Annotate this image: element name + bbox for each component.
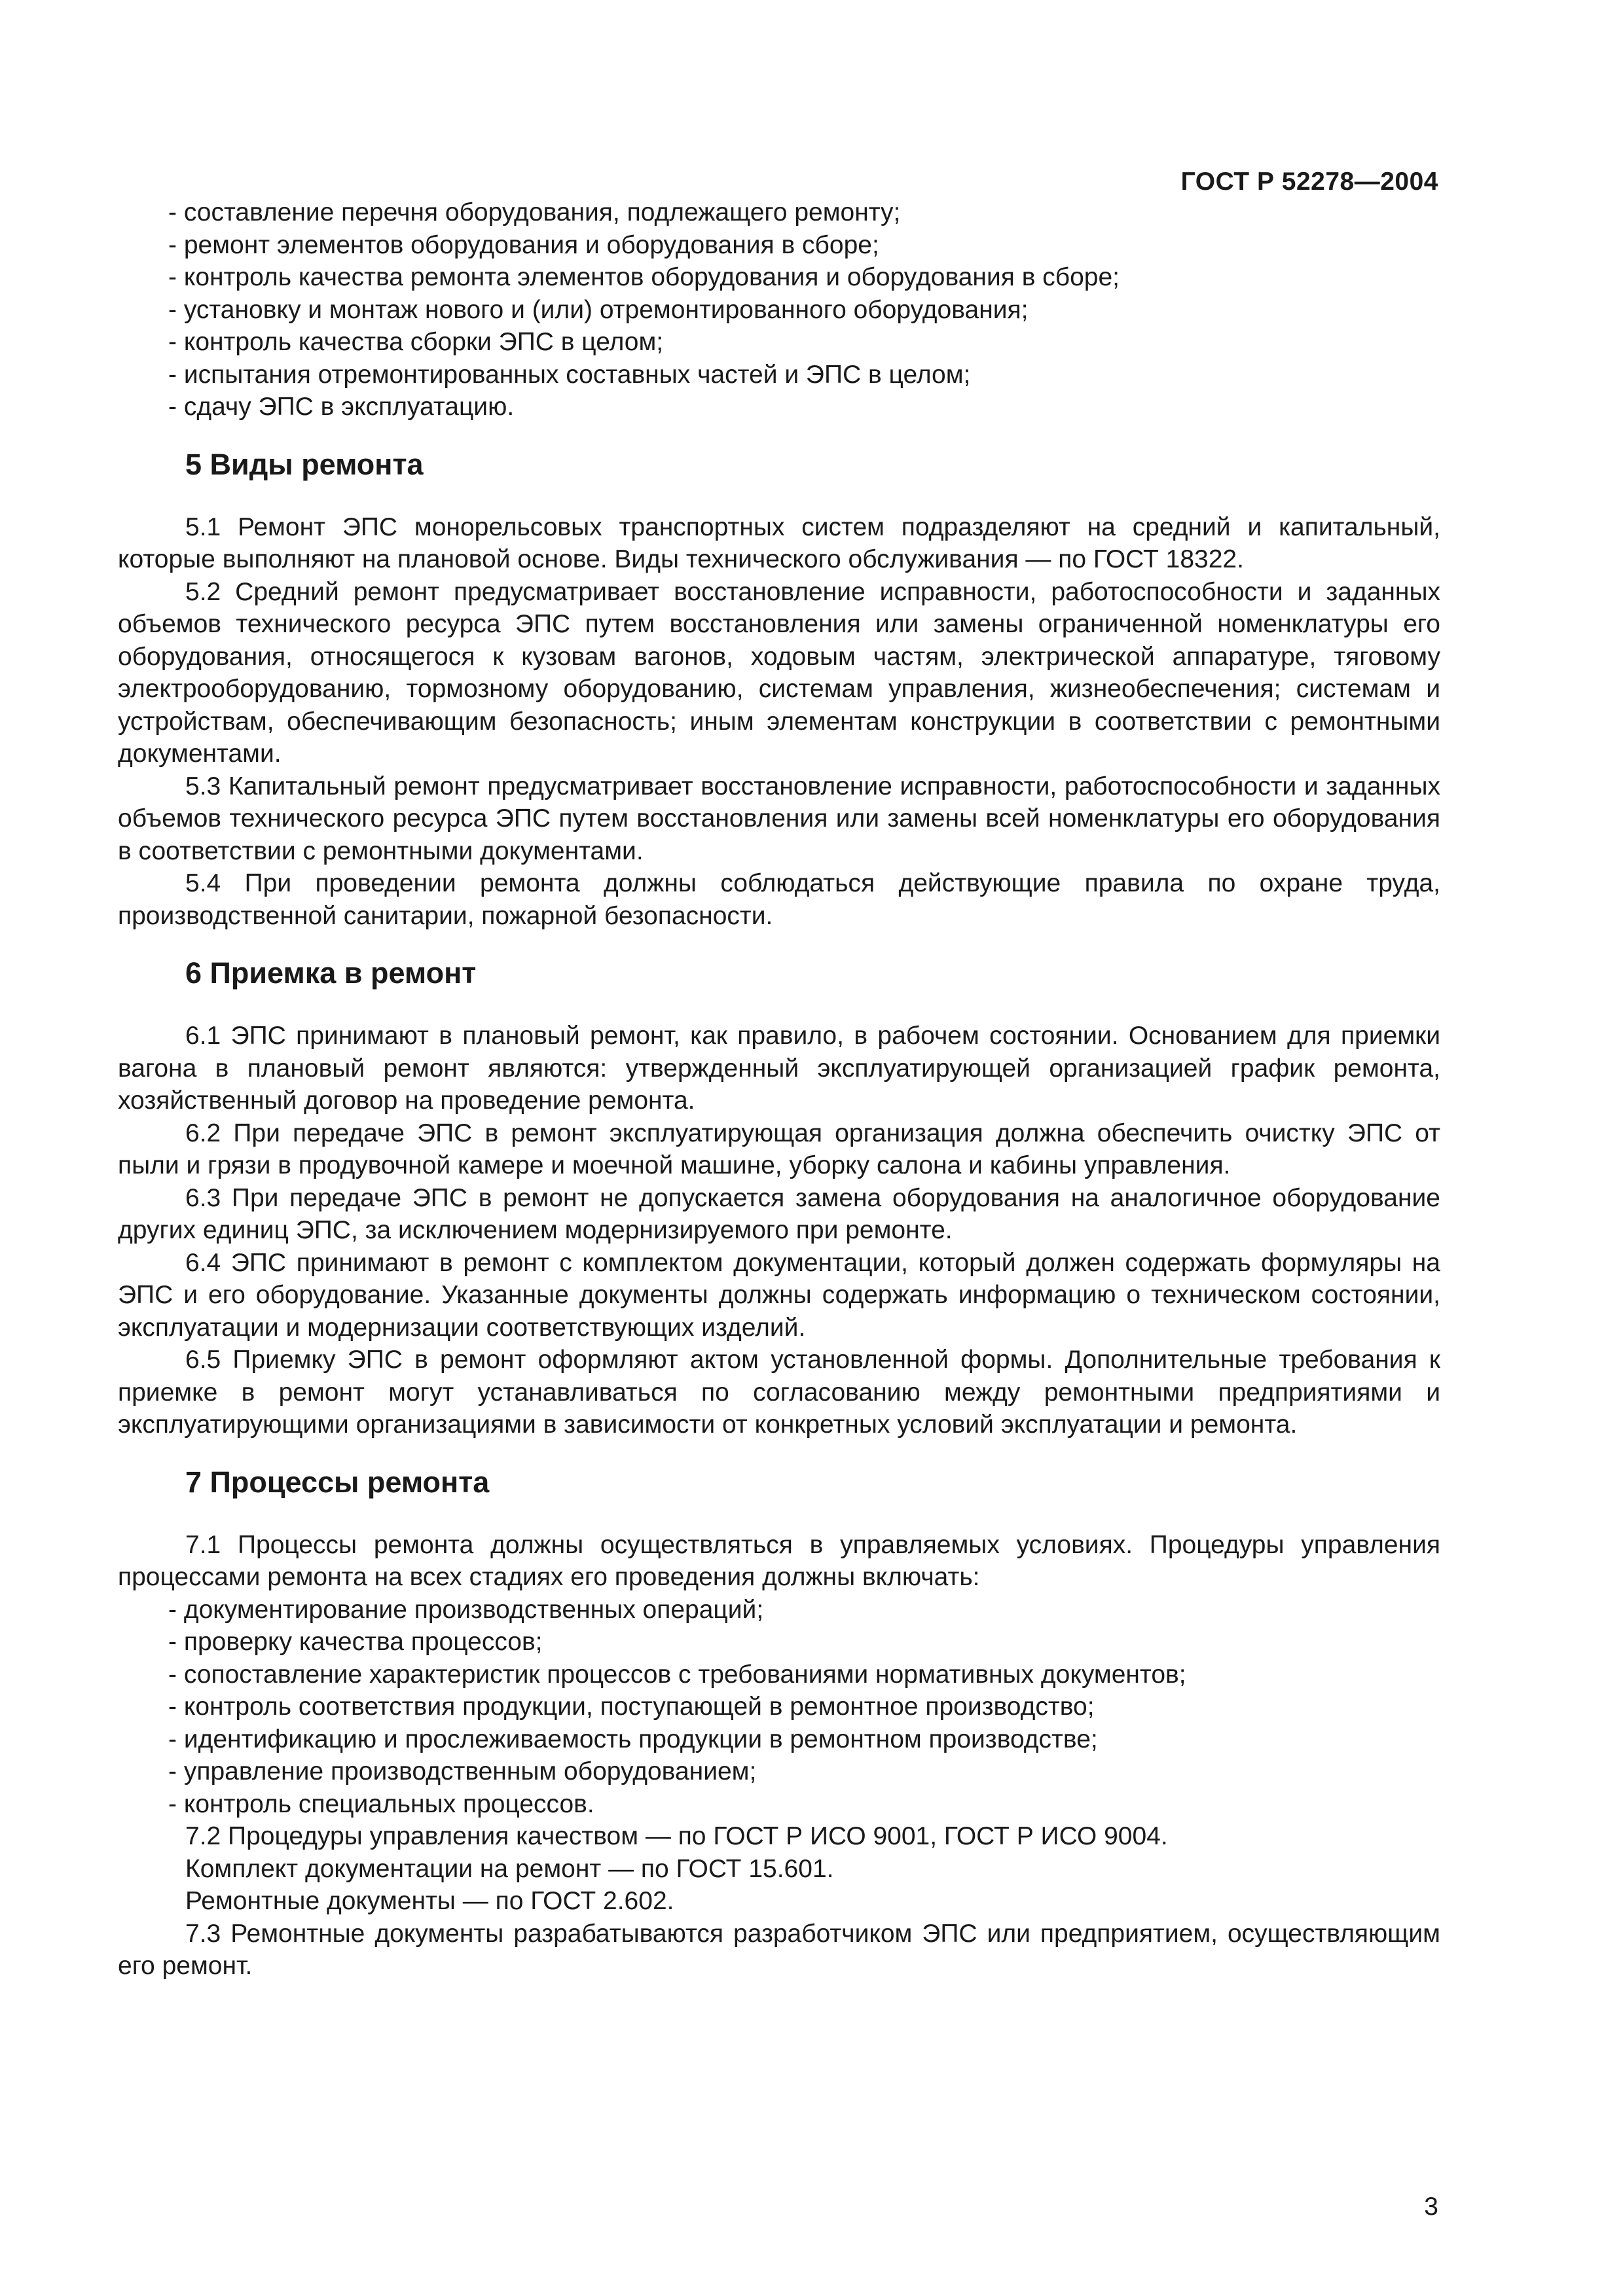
- list-item: - контроль качества сборки ЭПС в целом;: [168, 328, 664, 356]
- paragraph-6-3: 6.3 При передаче ЭПС в ремонт не допускается замена оборудования на аналогичное оборудование других единиц ЭПС, за исключением модернизируемого при ремонте.: [118, 1183, 1440, 1244]
- paragraph-5-3: 5.3 Капитальный ремонт предусматривает восстановление исправности, работоспособности и заданных объемов технического ресурса ЭПС путем восстановления или замены всей номенклатуры его оборудования в соответствии с ремонтными документами.: [118, 772, 1440, 865]
- document-header: ГОСТ Р 52278—2004: [1180, 168, 1438, 196]
- list-item: - испытания отремонтированных составных частей и ЭПС в целом;: [168, 360, 971, 389]
- list-item: - управление производственным оборудованием;: [168, 1757, 757, 1785]
- list-item: - сдачу ЭПС в эксплуатацию.: [168, 393, 515, 421]
- paragraph-6-2: 6.2 При передаче ЭПС в ремонт эксплуатирующая организация должна обеспечить очистку ЭПС от пыли и грязи в продувочной камере и моечной машине, уборку салона и кабины управления.: [118, 1119, 1440, 1179]
- paragraph-7-1: 7.1 Процессы ремонта должны осуществляться в управляемых условиях. Процедуры управления процессами ремонта на всех стадиях его проведения должны включать:: [118, 1530, 1440, 1591]
- bullet-list-top: [118, 196, 1440, 423]
- paragraph-7-2: 7.2 Процедуры управления качеством — по ГОСТ Р ИСО 9001, ГОСТ Р ИСО 9004.: [185, 1822, 1168, 1850]
- paragraph-6-4: 6.4 ЭПС принимают в ремонт с комплектом документации, который должен содержать формуляры на ЭПС и его оборудование. Указанные документы должны содержать информацию о техническом состоянии, эксплуатации и модернизации соответствующих изделий.: [118, 1248, 1440, 1342]
- paragraph-6-5: 6.5 Приемку ЭПС в ремонт оформляют актом установленной формы. Дополнительные требования к приемке в ремонт могут устанавливаться по согласованию между ремонтными предприятиями и эксплуатирующими организациями в зависимости от конкретных условий эксплуатации и ремонта.: [118, 1346, 1440, 1439]
- list-item: - проверку качества процессов;: [168, 1628, 543, 1656]
- page-number: 3: [1424, 2193, 1438, 2221]
- paragraph-6-1: 6.1 ЭПС принимают в плановый ремонт, как правило, в рабочем состоянии. Основанием для приемки вагона в плановый ремонт являются: утвержденный эксплуатирующей организацией график ремонта, хозяйственный договор на проведение ремонта.: [118, 1022, 1440, 1115]
- list-item: - документирование производственных операций;: [168, 1595, 764, 1624]
- paragraph-5-2: 5.2 Средний ремонт предусматривает восстановление исправности, работоспособности и заданных объемов технического ресурса ЭПС путем восстановления или замены ограниченной номенклатуры его оборудования, относящегося к кузовам вагонов, ходовым частям, электрической аппаратуре, тяговому электрооборудованию, тормозному оборудованию, системам управления, жизнеобеспечения; системам и устройствам, обеспечивающим безопасность; иным элементам конструкции в соответствии с ремонтными документами.: [118, 577, 1440, 768]
- list-item: - установку и монтаж нового и (или) отремонтированного оборудования;: [168, 295, 1029, 324]
- section-heading-6: 6 Приемка в ремонт: [185, 956, 477, 990]
- paragraph-7-2-docs: Ремонтные документы — по ГОСТ 2.602.: [185, 1887, 674, 1915]
- paragraph-5-1: 5.1 Ремонт ЭПС монорельсовых транспортных систем подразделяют на средний и капитальный, которые выполняют на плановой основе. Виды технического обслуживания — по ГОСТ 18322.: [118, 512, 1440, 573]
- paragraph-5-4: 5.4 При проведении ремонта должны соблюдаться действующие правила по охране труда, производственной санитарии, пожарной безопасности.: [118, 869, 1440, 930]
- list-item: - составление перечня оборудования, подлежащего ремонту;: [168, 198, 901, 226]
- list-item: - контроль качества ремонта элементов оборудования и оборудования в сборе;: [168, 263, 1120, 291]
- list-item: - идентификацию и прослеживаемость продукции в ремонтном производстве;: [168, 1725, 1098, 1753]
- section-heading-7: 7 Процессы ремонта: [185, 1465, 490, 1499]
- paragraph-7-2-kit: Комплект документации на ремонт — по ГОСТ 15.601.: [185, 1854, 834, 1883]
- paragraph-7-3: 7.3 Ремонтные документы разрабатываются разработчиком ЭПС или предприятием, осуществляющим его ремонт.: [118, 1919, 1440, 1980]
- page-content: [118, 196, 1440, 1982]
- list-item: - контроль соответствия продукции, поступающей в ремонтное производство;: [168, 1693, 1095, 1721]
- list-item: - сопоставление характеристик процессов с требованиями нормативных документов;: [168, 1660, 1186, 1689]
- list-item: - ремонт элементов оборудования и оборудования в сборе;: [168, 230, 879, 259]
- section-heading-5: 5 Виды ремонта: [185, 447, 424, 481]
- bullet-list-7: [118, 1594, 1440, 1821]
- list-item: - контроль специальных процессов.: [168, 1789, 594, 1818]
